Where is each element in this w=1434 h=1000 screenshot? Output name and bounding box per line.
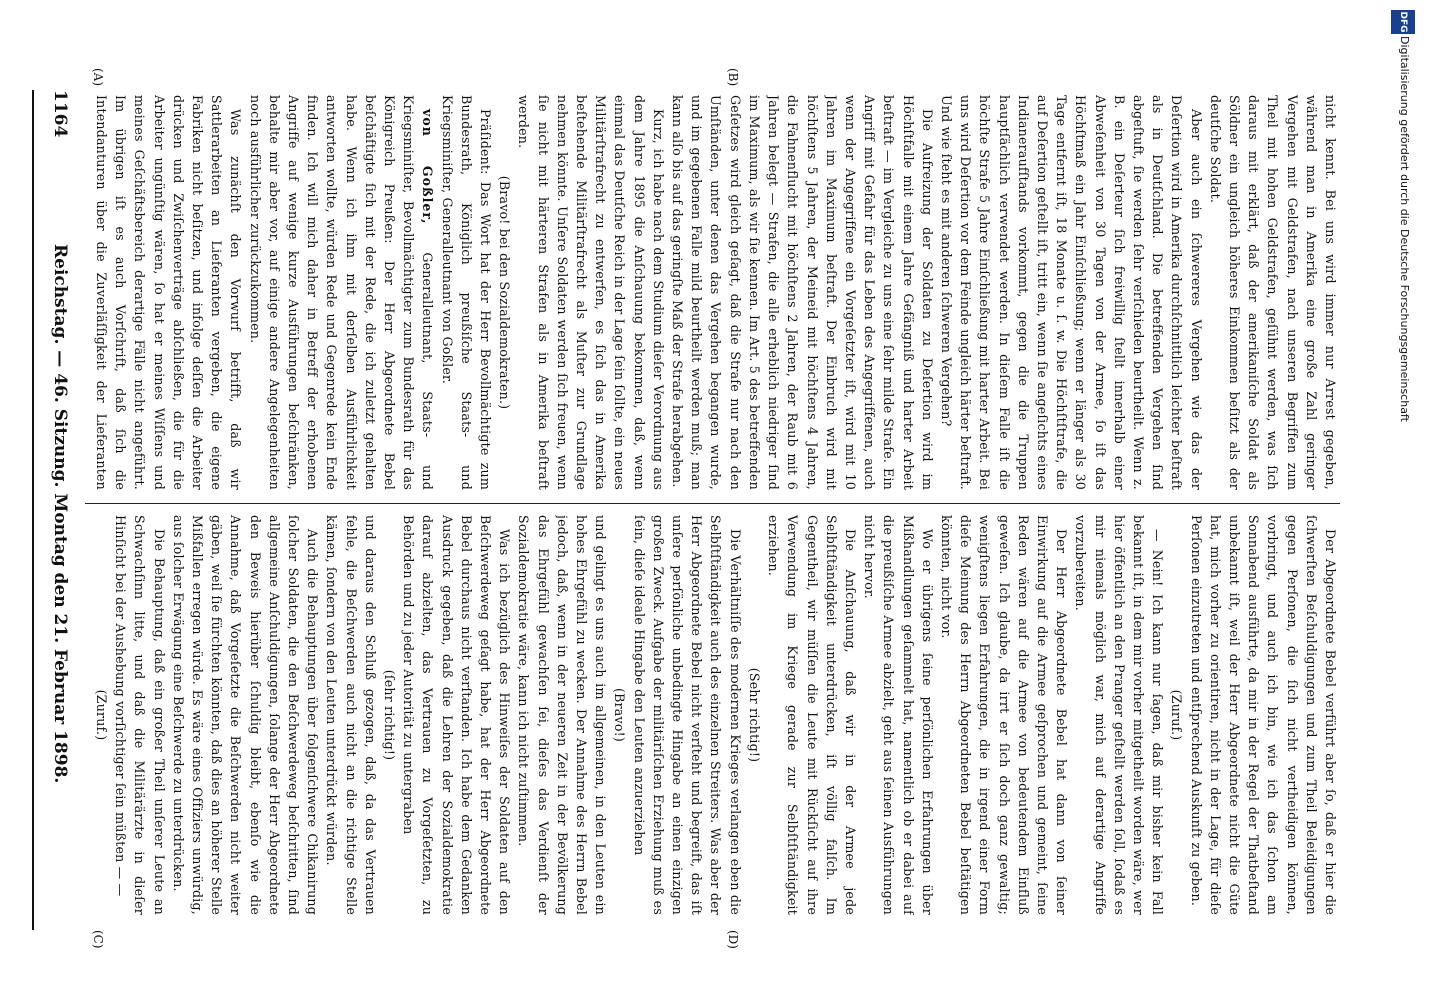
column-divider — [85, 503, 1340, 504]
digitization-strip — [1398, 0, 1434, 1000]
margin-marker-a: (A) — [91, 68, 105, 87]
page-number: 1164 — [50, 90, 70, 138]
president-line: Präſident: Das Wort hat der Herr Bevollmächtigte zum Bundesrath, Königlich preußiſche Staats- und Kriegsminiſter, Generalleutnant von Goßler. — [439, 95, 494, 490]
paragraph: Die Anſchauung, daß wir in der Armee jede Selbſtſtändigkeit unterdrücken, iſt völlig falſch. Im Gegentheil, wir müſſen die Leute mit Rückſicht auf ihre Verwendung im Kriege gerade zur Selbſtſtändigkeit erziehen. — [766, 515, 858, 915]
interjection: (Zuruf.) — [94, 689, 109, 741]
interjection: (ſehr richtig!) — [382, 669, 398, 761]
paragraph: Der Abgeordnete Bebel verführt aber ſo, daß er hier die ſchwerſten Beſchuldigungen und zum Theil Beleidigungen gegen Perſonen, die ſich nicht vertheidigen können, vorbringt, und auch ich bin, wie ich das ſchon am Sonnabend ausführte, da mir in der Regel der Thatbeſtand unbekannt iſt, weil der Herr Abgeordnete nicht die Güte hat, mich vorher zu orientiren, nicht in der Lage, für dieſe Perſonen einzutreten und entſprechend Auskunft zu geben. — [1188, 515, 1338, 915]
interjection: (Bravo! bei den Sozialdemokraten.) — [497, 175, 513, 410]
interjection: (Zuruf.) — [1169, 689, 1185, 741]
interjection: (Sehr richtig!) — [746, 667, 762, 763]
paragraph: und daraus den Schluß gezogen, daß, da das Vertrauen fehle, die Beſchwerden auch nicht an die richtige Stelle kämen, ſondern von den Leuten unterdrückt würden. — [324, 515, 378, 915]
paragraph: Die Aufreizung der Soldaten zu Deſertion wird im Höchſtfalle mit einem Jahre Gefängniß und harter Arbeit beſtraft — im Vergleiche zu uns eine ſehr milde Strafe. Ein Angriff mit Gefahr für das Leben des Angegriffenen, auch wenn der Angegriffene ein Vorgeſetzter iſt, wird mit 10 Jahren im Maximum beſtraft. Der Einbruch wird mit höchſtens 5 Jahren, der Meineid mit höchſtens 4 Jahren, die Fahnenflucht mit höchſtens 2 Jahren, der Raub mit 6 Jahren belegt — Strafen, die alle erheblich niedriger ſind im Maximum, als wir ſie kennen. Im Art. 5 des betreffenden Geſetzes wird gleich geſagt, daß die Strafe nur nach den Umſtänden, unter denen das Vergehen begangen wurde, und im gegebenen Falle mild beurtheilt werden muß; man kann alſo bis auf das geringſte Maß der Strafe herabgehen. — [670, 95, 935, 490]
right-column — [90, 515, 1340, 915]
paragraph: Die Verhältniſſe des modernen Krieges verlangen eben die Selbſtſtändigkeit auch des einzelnen Streiters. Was aber der Herr Abgeordnete Bebel nicht verſteht und begreift, das iſt unſere perſönliche unbedingte Hingabe an einen einzigen großen Zweck. Aufgabe der militäriſchen Erziehung muß es ſein, dieſe ideale Hingabe den Leuten anzuerziehen — [631, 515, 743, 915]
paragraph: Die Behauptung, daß ein großer Theil unſerer Leute an Schwachſinn litte, und daß die Militärärzte in dieſer Hinſicht bei der Aushebung vorſichtiger ſein müßten — — — [113, 515, 167, 915]
margin-marker-b: (B) — [726, 68, 740, 87]
dfg-logo: DFG — [1391, 10, 1415, 34]
speaker-name: von Goßler, — [420, 109, 436, 225]
paragraph: Was ich bezüglich des Hinweiſes der Soldaten auf den Beſchwerdeweg geſagt habe, hat der Herr Abgeordnete Bebel durchaus nicht verſtanden. Ich habe dem Gedanken Ausdruck gegeben, daß die Lehren der Sozialdemokratie darauf abzielten, das Vertrauen zu Vorgeſetzten, zu Behörden und zu jeder Autorität zu untergraben — [401, 515, 513, 915]
paragraph: — Nein! Ich kann nur ſagen, daß mir bisher kein Fall bekannt iſt, in dem mir vorher mitgetheilt worden wäre, wer hier öffentlich an den Pranger geſtellt werden ſoll, ſodaß es mir niemals möglich war, mich auf derartige Angriffe vorzubereiten. — [1073, 515, 1166, 915]
running-title: Reichstag. — 46. Sitzung. Montag den 21. Februar 1898. — [50, 244, 70, 784]
paragraph: nicht kennt. Bei uns wird immer nur Arrest gegeben, während man in Amerika eine große Zahl geringer Vergehen mit Geldstrafen, nach unseren Begriffen zum Theil mit hohen Geldstrafen, geſühnt werden, was ſich daraus mit erklärt, daß der amerikaniſche Soldat als Söldner ein ungleich höheres Einkommen beſitzt als der deutſche Soldat. — [1207, 95, 1338, 490]
margin-marker-c: (C) — [91, 930, 105, 949]
page-header — [32, 90, 80, 930]
interjection: (Bravo!) — [612, 688, 628, 742]
speech-text: Generalleutnant, Staats- und Kriegsminiſter, Bevollmächtigter zum Bundesrath für das Königreich Preußen: Der Herr Abgeordnete Bebel beſchäftigte ſich mit der Rede, die ich zuletzt gehalten habe. Wenn ich ihm mit derſelben Ausführlichkeit antworten wollte, würden Rede und Gegenrede kein Ende finden. Ich will mich daher in Betreff der erhobenen Angriffe auf wenige kurze Ausführungen beſchränken, behalte mir aber vor, auf einige andere Angelegenheiten noch ausführlicher zurückzukommen. — [247, 95, 436, 490]
left-column — [90, 95, 1340, 490]
paragraph: Was zunächſt den Vorwurf betrifft, daß wir Sattlerarbeiten an Lieferanten vergeben, die eigene Fabriken nicht beſitzen, und infolge deſſen die Arbeiter drücken und Zwiſchenverträge abſchließen, die für die Arbeiter ungünſtig wären, ſo hat er meines Wiſſens und meines Geſchäftsbereich derartige Fälle nicht angeführt. Im übrigen iſt es auch Vorſchrift, daß ſich die Intendanturen über die Zuverläſſigkeit der Lieferanten — [94, 95, 244, 490]
paragraph: Aber auch ein ſchwereres Vergehen wie das der Deſertion wird in Amerika durchſchnittlich leichter beſtraft als in Deutſchland. Die betreffenden Vergehen ſind abgeſtuft, ſie werden ſehr verſchieden beurtheilt. Wenn z. B. ein Deſerteur ſich freiwillig ſtellt innerhalb einer Abweſenheit von 30 Tagen von der Armee, ſo iſt das Höchſtmaß ein Jahr Einſchließung; wenn er länger als 30 Tage entfernt iſt, 18 Monate u. ſ. w. Die Höchſtſtrafe, die auf Deſertion geſtellt iſt, tritt ein, wenn ſie angeſichts eines Indianeraufſtands vorkommt, gegen die die Truppen hauptſächlich verwendet werden. In dieſem Falle iſt die höchſte Strafe 5 Jahre Einſchließung mit harter Arbeit. Bei uns wird Deſertion vor dem Feinde ungleich härter beſtraft. Und wie ſteht es mit anderen ſchweren Vergehen? — [938, 95, 1204, 490]
paragraph: Wo er übrigens ſeine perſönlichen Erfahrungen über Mißhandlungen geſammelt hat, namentlich ob er dabei auf die preußiſche Armee abzielt, geht aus ſeinen Ausführungen nicht hervor. — [862, 515, 935, 915]
paragraph: Kurz, ich habe nach dem Studium dieſer Verordnung aus dem Jahre 1895 die Anſchauung bekommen, daß, wenn einmal das Deutſche Reich in der Lage ſein ſollte, ein neues Militärſtrafrecht zu entwerfen, es ſich das in Amerika beſtehende Militärſtrafrecht als Muſter zur Grundlage nehmen könnte. Unſere Soldaten werden ſich freuen, wenn ſie nicht mit härteren Strafen als in Amerika beſtraft werden. — [516, 95, 666, 490]
paragraph — [245, 95, 437, 490]
paragraph: Auch die Behauptungen über folgenſchwere Chikanirung ſolcher Soldaten, die den Beſchwerdeweg beſchritten, ſind allgemeine Anſchuldigungen, ſolange der Herr Abgeordnete den Beweis hierüber ſchuldig bleibt, ebenſo wie die Annahme, daß Vorgeſetzte die Beſchwerden nicht weiter gäben, weil ſie fürchten könnten, daß dies an höherer Stelle Mißfallen erregen würde. Es wäre eines Offiziers unwürdig, aus ſolcher Erwägung eine Beſchwerde zu unterdrücken. — [170, 515, 321, 915]
digitization-note: Digitalisierung gefördert durch die Deutsche Forschungsgemeinschaft — [1398, 36, 1411, 422]
paragraph: und gelingt es uns auch im allgemeinen, in den Leuten ein hohes Ehrgefühl zu wecken. Der Annahme des Herrn Bebel jedoch, daß, wenn in der neueren Zeit in der Bevölkerung das Ehrgefühl gewachſen ſei, dieſes das Verdienſt der Sozialdemokratie wäre, kann ich nicht zuſtimmen. — [516, 515, 609, 915]
margin-marker-d: (D) — [726, 930, 740, 949]
paragraph: Der Herr Abgeordnete Bebel hat dann von ſeiner Einwirkung auf die Armee geſprochen und gemeint, ſeine Reden wären auf die Armee von bedeutendem Einfluß geweſen. Ich glaube, da irrt er ſich doch ganz gewaltig; wenigſtens liegen Erfahrungen, die in irgend einer Form dieſe Meinung des Herrn Abgeordneten Bebel beſtätigen könnten, nicht vor. — [938, 515, 1070, 915]
